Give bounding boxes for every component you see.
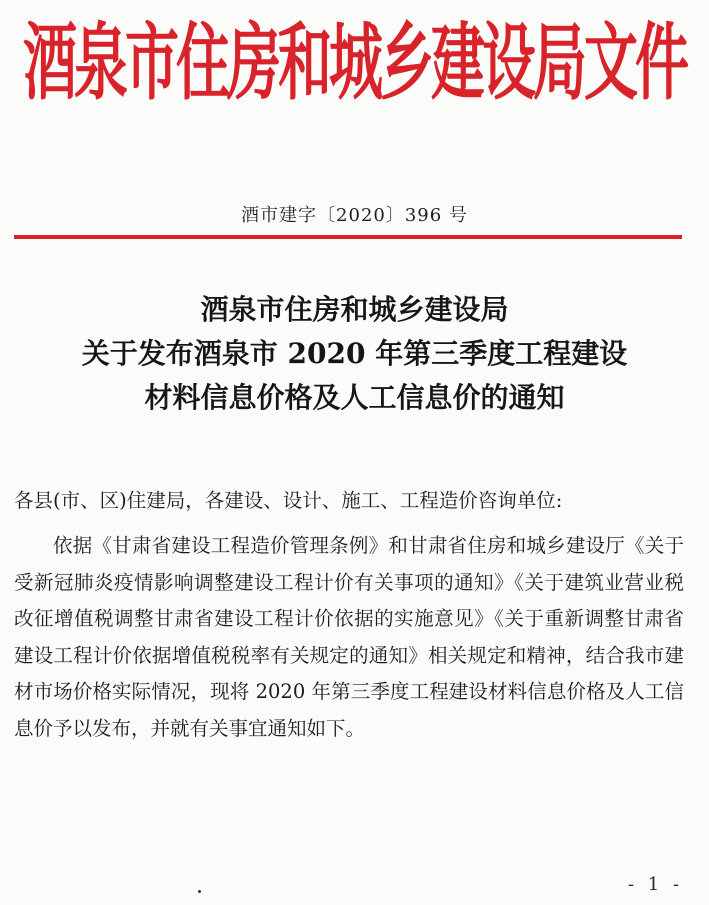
scan-speck (198, 890, 201, 893)
document-masthead: 酒泉市住房和城乡建设局文件 (23, 14, 686, 112)
notice-title (0, 288, 709, 420)
document-number: 酒市建字〔2020〕396 号 (241, 205, 468, 226)
body-paragraph: 依据《甘肃省建设工程造价管理条例》和甘肃省住房和城乡建设厅《关于受新冠肺炎疫情影响调整建设工程计价有关事项的通知》《关于建筑业营业税改征增值税调整甘肃省建设工程计价依据的实施意见》《关于重新调整甘肃省建设工程计价依据增值税税率有关规定的通知》相关规定和精神，结合我市建材市场价格实际情况，现将 2020 年第三季度工程建设材料信息价格及人工信息价予以发布，并就有关事宜通知如下。 (14, 534, 684, 740)
title-line-2: 关于发布酒泉市 2020 年第三季度工程建设 (81, 337, 628, 370)
salutation: 各县(市、区)住建局，各建设、设计、施工、工程造价咨询单位: (14, 489, 563, 512)
page-number: - 1 - (627, 874, 683, 895)
title-line-1: 酒泉市住房和城乡建设局 (200, 293, 509, 326)
red-divider-line (14, 235, 682, 239)
title-line-3: 材料信息价格及人工信息价的通知 (144, 381, 565, 414)
